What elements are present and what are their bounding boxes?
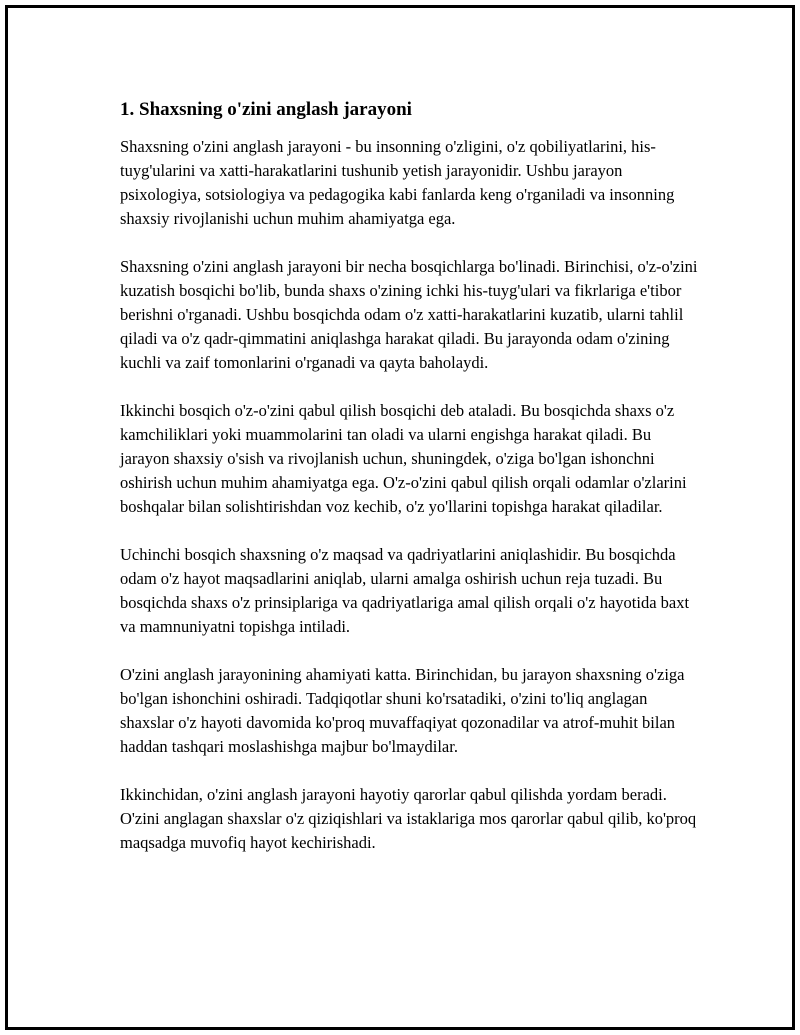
paragraph-2: Shaxsning o'zini anglash jarayoni bir necha bosqichlarga bo'linadi. Birinchisi, o'z-o'zini kuzatish bosqichi bo'lib, bunda shaxs o'zining ichki his-tuyg'ulari va fikrlariga e'tibor berishni o'rganadi. Ushbu bosqichda odam o'z xatti-harakatlarini kuzatib, ularni tahlil qiladi va o'z qadr-qimmatini aniqlashga harakat qiladi. Bu jarayonda odam o'zining kuchli va zaif tomonlarini o'rganadi va qayta baholaydi. [120,257,698,372]
paragraph-6: Ikkinchidan, o'zini anglash jarayoni hayotiy qarorlar qabul qilishda yordam beradi. O'zini anglagan shaxslar o'z qiziqishlari va istaklariga mos qarorlar qabul qilib, ko'proq maqsadga muvofiq hayot kechirishadi. [120,785,697,852]
page-frame [5,5,795,1030]
paragraph-3: Ikkinchi bosqich o'z-o'zini qabul qilish bosqichi deb ataladi. Bu bosqichda shaxs o'z kamchiliklari yoki muammolarini tan oladi va ularni engishga harakat qiladi. Bu jarayon shaxsiy o'sish va rivojlanish uchun, shuningdek, o'ziga bo'lgan ishonchni oshirish uchun muhim ahamiyatga ega. O'z-o'zini qabul qilish orqali odamlar o'zlarini boshqalar bilan solishtirishdan voz kechib, o'z yo'llarini topishga harakat qiladilar. [120,401,687,516]
document-body [120,96,700,855]
paragraph-4: Uchinchi bosqich shaxsning o'z maqsad va qadriyatlarini aniqlashidir. Bu bosqichda odam o'z hayot maqsadlarini aniqlab, ularni amalga oshirish uchun reja tuzadi. Bu bosqichda shaxs o'z prinsiplariga va qadriyatlariga amal qilish orqali o'z hayotida baxt va mamnuniyatni topishga intiladi. [120,545,690,636]
document-title: 1. Shaxsning o'zini anglash jarayoni [120,99,412,120]
paragraph-1: Shaxsning o'zini anglash jarayoni - bu insonning o'zligini, o'z qobiliyatlarini, his-tuyg'ularini va xatti-harakatlarini tushunib yetish jarayonidir. Ushbu jarayon psixologiya, sotsiologiya va pedagogika kabi fanlarda keng o'rganiladi va insonning shaxsiy rivojlanishi uchun muhim ahamiyatga ega. [120,137,675,228]
paragraph-5: O'zini anglash jarayonining ahamiyati katta. Birinchidan, bu jarayon shaxsning o'ziga bo'lgan ishonchini oshiradi. Tadqiqotlar shuni ko'rsatadiki, o'zini to'liq anglagan shaxslar o'z hayoti davomida ko'proq muvaffaqiyat qozonadilar va atrof-muhit bilan haddan tashqari moslashishga majbur bo'lmaydilar. [120,665,685,756]
